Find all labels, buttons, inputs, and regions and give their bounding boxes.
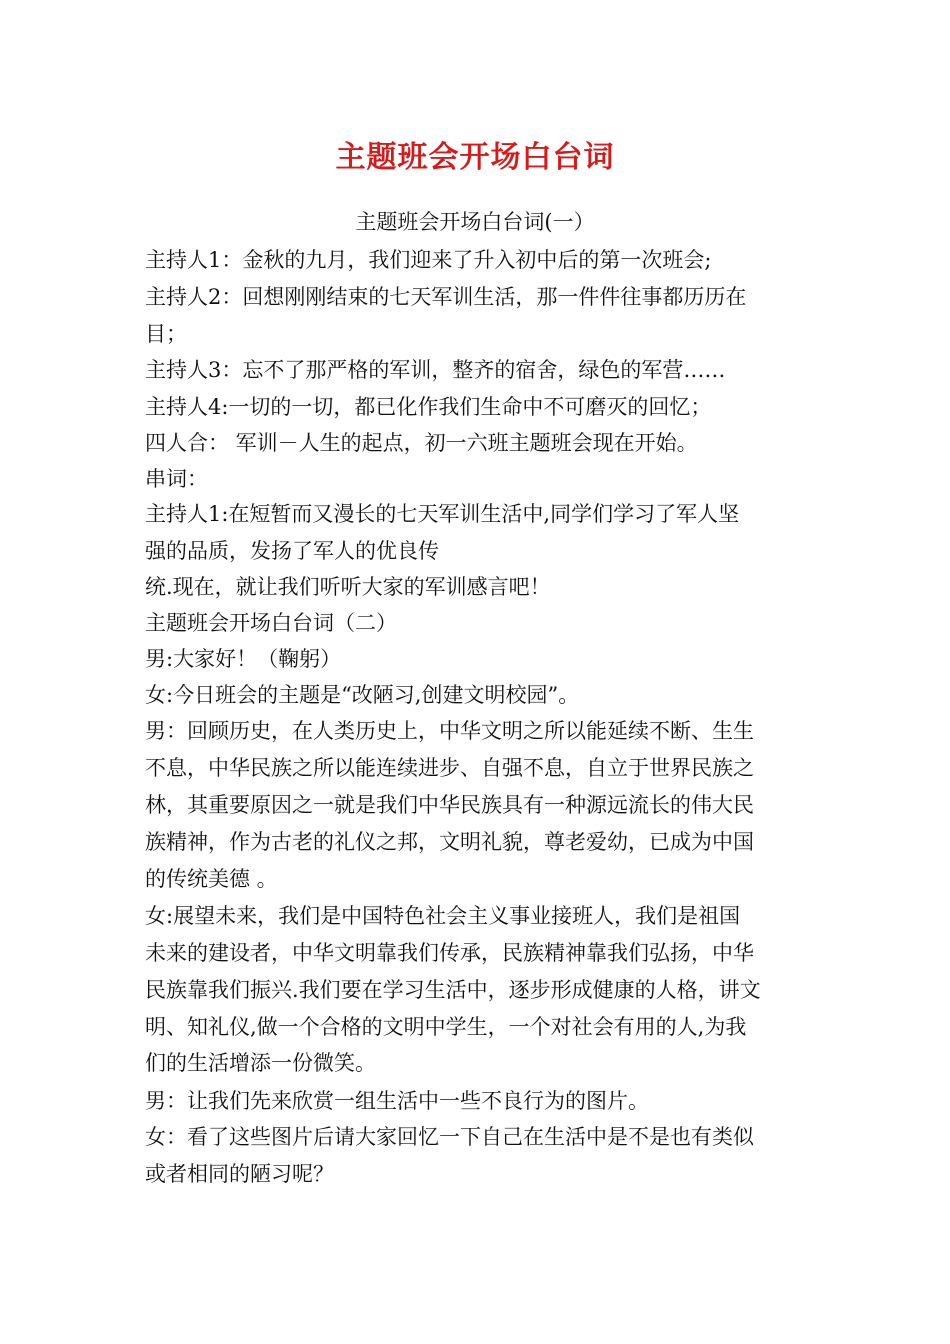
document-title: 主题班会开场白台词 [335,140,615,175]
text-line: 族精神，作为古老的礼仪之邦，文明礼貌，尊老爱幼，已成为中国 [145,830,754,854]
text-line: 男:大家好！（鞠躬） [145,647,342,671]
text-line: 主持人3：忘不了那严格的军训，整齐的宿舍，绿色的军营…… [145,358,726,382]
text-line: 或者相同的陋习呢？ [145,1162,334,1186]
text-line: 主持人1：金秋的九月，我们迎来了升入初中后的第一次班会; [145,248,712,272]
text-line: 男：回顾历史，在人类历史上，中华文明之所以能延续不断、生生 [145,719,754,743]
text-line: 强的品质，发扬了军人的优良传 [145,539,439,563]
text-line: 林，其重要原因之一就是我们中华民族具有一种源远流长的伟大民 [145,793,754,817]
text-line: 主持人1:在短暂而又漫长的七天军训生活中,同学们学习了军人坚 [145,502,740,526]
text-line: 主持人2：回想刚刚结束的七天军训生活，那一件件往事都历历在 [145,285,747,309]
document-subtitle: 主题班会开场白台词(一） [355,210,595,234]
text-line: 统.现在，就让我们听听大家的军训感言吧！ [145,575,551,599]
text-line: 们的生活增添一份微笑。 [145,1051,376,1075]
text-line: 明、知礼仪,做一个合格的文明中学生，一个对社会有用的人,为我 [145,1015,747,1039]
text-line: 女：看了这些图片后请大家回忆一下自己在生活中是不是也有类似 [145,1125,754,1149]
text-line: 主题班会开场白台词（二） [145,611,397,635]
text-line: 不息，中华民族之所以能连续进步、自强不息，自立于世界民族之 [145,756,754,780]
text-line: 未来的建设者，中华文明靠我们传承，民族精神靠我们弘扬，中华 [145,941,754,965]
text-line: 串词： [145,467,208,491]
text-line: 的传统美德 。 [145,867,278,891]
text-line: 男：让我们先来欣赏一组生活中一些不良行为的图片。 [145,1089,649,1113]
text-line: 目； [145,322,187,346]
text-line: 女:展望未来，我们是中国特色社会主义事业接班人，我们是祖国 [145,904,741,928]
text-line: 女:今日班会的主题是“改陋习,创建文明校园”。 [145,683,580,707]
text-line: 四人合： 军训－人生的起点，初一六班主题班会现在开始。 [145,431,698,455]
text-line: 民族靠我们振兴.我们要在学习生活中，逐步形成健康的人格，讲文 [145,978,761,1002]
text-line: 主持人4:一切的一切，都已化作我们生命中不可磨灭的回忆； [145,395,712,419]
